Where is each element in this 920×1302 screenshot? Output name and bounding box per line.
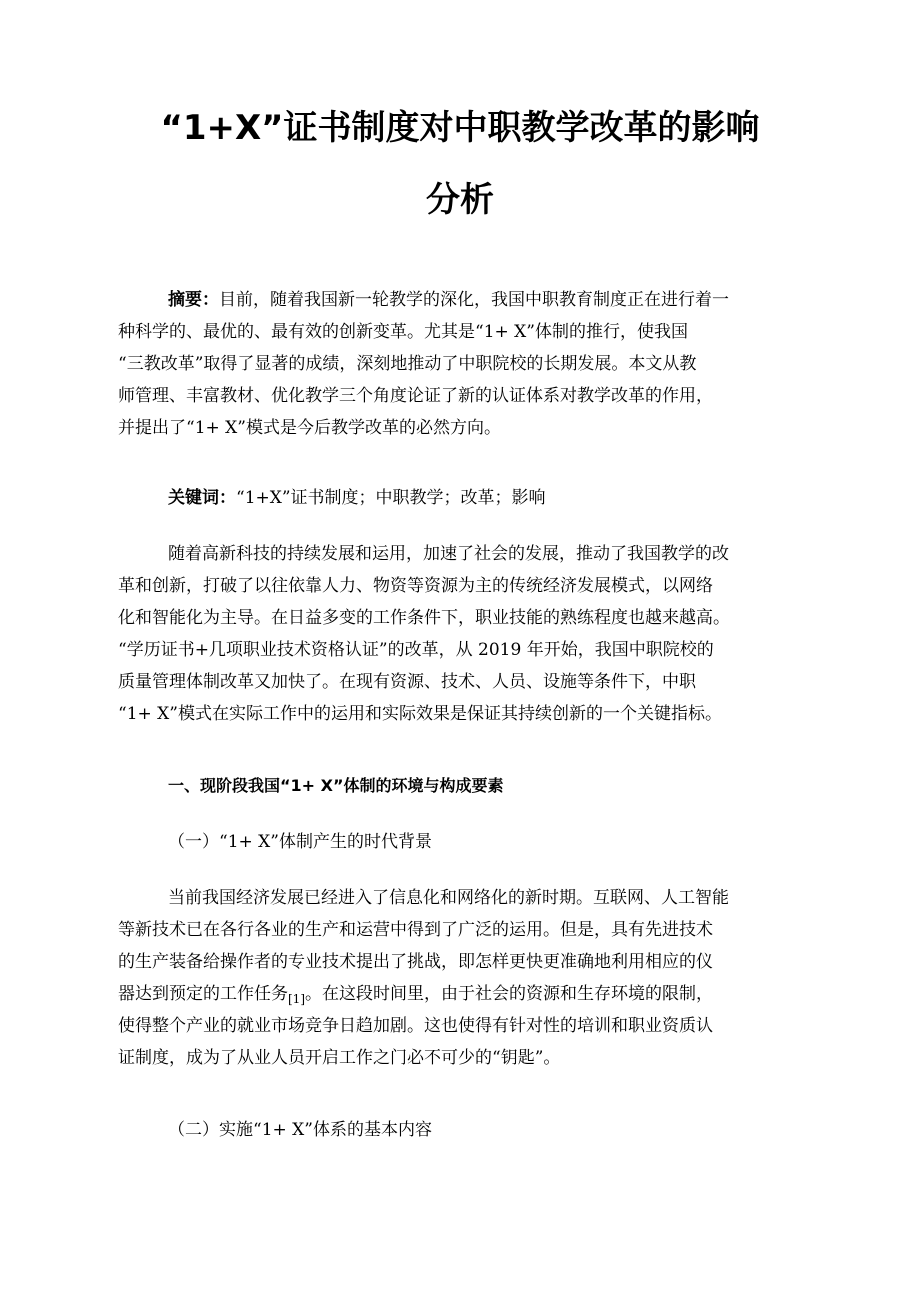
citation-line-start: 器达到预定的工作任务 (118, 984, 288, 1004)
paragraph-line: 革和创新，打破了以往依靠人力、物资等资源为主的传统经济发展模式，以网络 (118, 576, 713, 596)
abstract-line: 师管理、丰富教材、优化教学三个角度论证了新的认证体系对教学改革的作用， (118, 386, 713, 406)
paragraph-line: 随着高新科技的持续发展和运用，加速了社会的发展，推动了我国教学的改 (168, 544, 729, 564)
paragraph-line: “学历证书+几项职业技术资格认证”的改革，从 2019 年开始，我国中职院校的 (118, 640, 714, 660)
subsection-heading-text: （一）“1+ X”体制产生的时代背景 (168, 832, 432, 852)
citation-marker[interactable]: [1] (288, 992, 305, 1006)
paragraph-line: 证制度，成为了从业人员开启工作之门必不可少的“钥匙”。 (118, 1048, 561, 1068)
abstract-line: 目前，随着我国新一轮教学的深化，我国中职教育制度正在进行着一 (219, 290, 729, 310)
subsection-heading-text: （二）实施“1+ X”体系的基本内容 (168, 1120, 432, 1140)
paragraph-line: 质量管理体制改革又加快了。在现有资源、技术、人员、设施等条件下，中职 (118, 672, 696, 692)
subsection-heading (168, 826, 790, 858)
subsection-heading (168, 1114, 790, 1146)
section-heading-text: 一、现阶段我国“1+ X”体制的环境与构成要素 (168, 776, 504, 795)
paragraph-line: 等新技术已在各行各业的生产和运营中得到了广泛的运用。但是，具有先进技术 (118, 920, 713, 940)
paragraph-line-with-citation (118, 978, 790, 1010)
intro-paragraph (118, 538, 790, 730)
keywords-label: 关键词： (168, 488, 236, 508)
abstract (118, 284, 790, 444)
abstract-line: “三教改革”取得了显著的成绩，深刻地推动了中职院校的长期发展。本文从教 (118, 354, 697, 374)
title-line-1: “1+X”证书制度对中职教学改革的影响 (160, 108, 760, 148)
paragraph-line: 使得整个产业的就业市场竞争日趋加剧。这也使得有针对性的培训和职业资质认 (118, 1016, 713, 1036)
paragraph-line: “1+ X”模式在实际工作中的运用和实际效果是保证其持续创新的一个关键指标。 (118, 704, 722, 724)
keywords (168, 482, 790, 514)
title-line-2: 分析 (426, 180, 494, 220)
abstract-line: 种科学的、最优的、最有效的创新变革。尤其是“1+ X”体制的推行，使我国 (118, 322, 688, 342)
citation-line-end: 。在这段时间里，由于社会的资源和生存环境的限制， (305, 984, 713, 1004)
keywords-text: “1+X”证书制度；中职教学；改革；影响 (236, 488, 546, 508)
abstract-line: 并提出了“1+ X”模式是今后教学改革的必然方向。 (118, 418, 501, 438)
section-heading (168, 770, 790, 802)
paragraph-line: 当前我国经济发展已经进入了信息化和网络化的新时期。互联网、人工智能 (168, 888, 729, 908)
body-paragraph (118, 882, 790, 1074)
paragraph-line: 化和智能化为主导。在日益多变的工作条件下，职业技能的熟练程度也越来越高。 (118, 608, 730, 628)
paragraph-line: 的生产装备给操作者的专业技术提出了挑战，即怎样更快更准确地利用相应的仪 (118, 952, 713, 972)
abstract-label: 摘要： (168, 290, 219, 310)
